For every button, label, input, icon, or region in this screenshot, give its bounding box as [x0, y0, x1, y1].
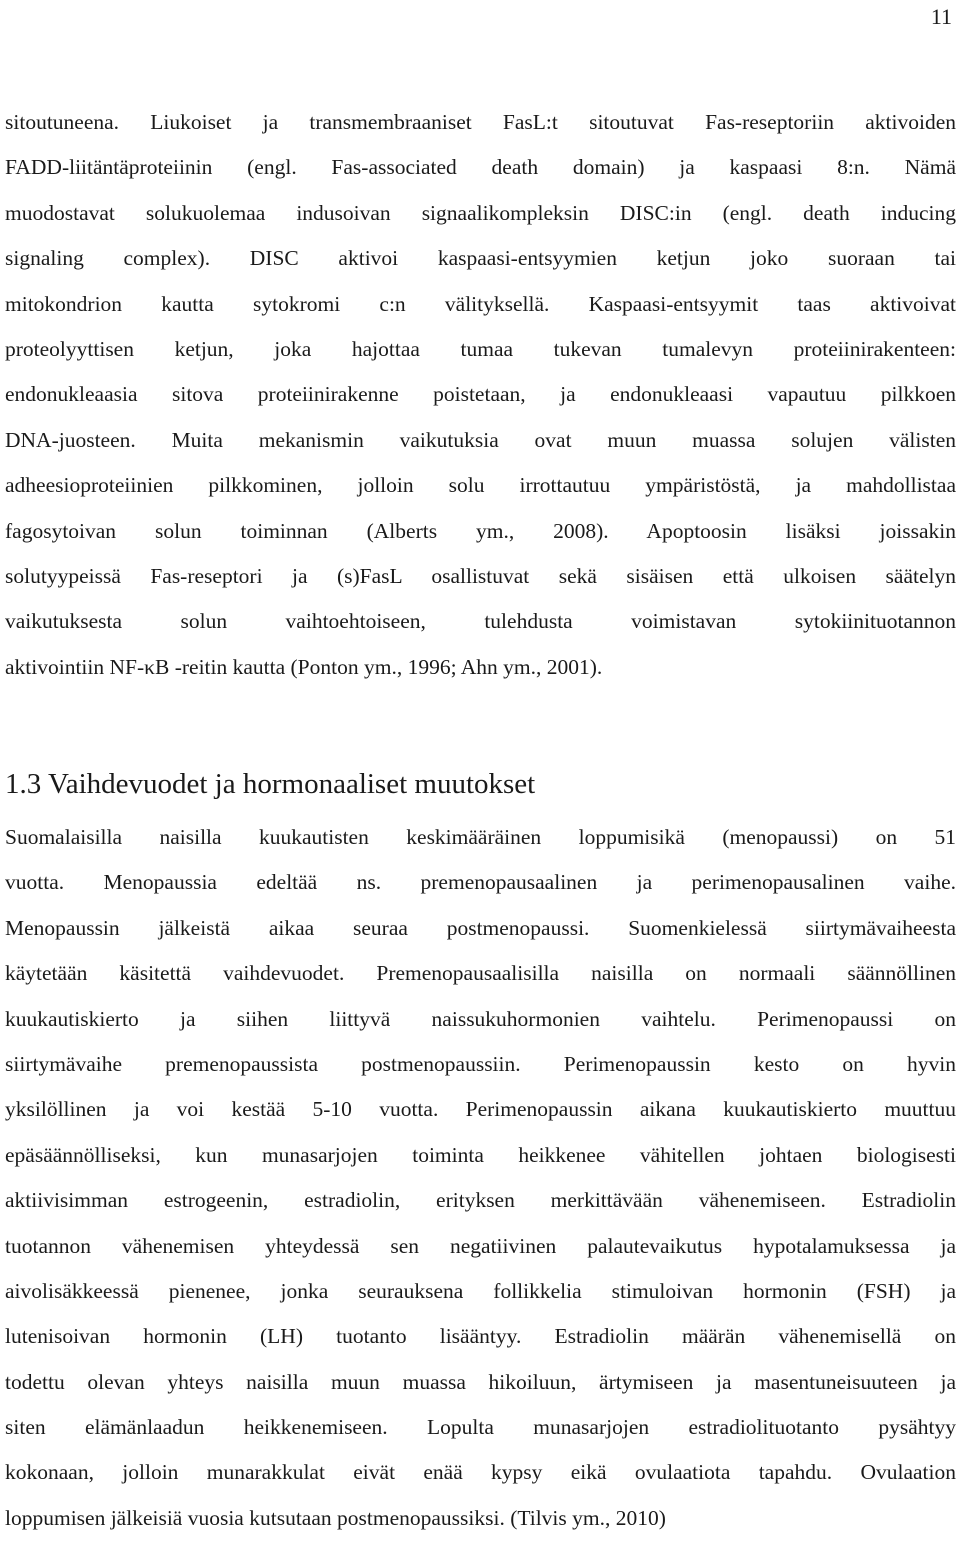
text-line: FADD-liitäntäproteiinin (engl. Fas-associated death domain) ja kaspaasi 8:n. Nämä — [5, 155, 956, 180]
text-line: kuukautiskierto ja siihen liittyvä naissukuhormonien vaihtelu. Perimenopaussi on — [5, 1006, 956, 1031]
text-line: solutyypeissä Fas-reseptori ja (s)FasL osallistuvat sekä sisäisen että ulkoisen säätelyn — [5, 563, 956, 588]
body-paragraph-menopause — [5, 815, 956, 1541]
text-line: aivolisäkkeessä pienenee, jonka seurauksena follikkelia stimuloivan hormonin (FSH) ja — [5, 1278, 956, 1303]
text-line: epäsäännölliseksi, kun munasarjojen toiminta heikkenee vähitellen johtaen biologisesti — [5, 1142, 956, 1167]
text-line: todettu olevan yhteys naisilla muun muassa hikoiluun, ärtymiseen ja masentuneisuuteen ja — [5, 1369, 956, 1394]
text-line: loppumisen jälkeisiä vuosia kutsutaan postmenopaussiksi. (Tilvis ym., 2010) — [5, 1505, 666, 1530]
text-line: mitokondrion kautta sytokromi c:n välityksellä. Kaspaasi-entsyymit taas aktivoivat — [5, 291, 956, 316]
text-line: Suomalaisilla naisilla kuukautisten keskimääräinen loppumisikä (menopaussi) on 51 — [5, 825, 956, 849]
body-paragraph-apoptosis — [5, 100, 956, 690]
text-line: käytetään käsitettä vaihdevuodet. Premenopausaalisilla naisilla on normaali säännöllinen — [5, 961, 956, 986]
text-line: tuotannon vähenemisen yhteydessä sen negatiivinen palautevaikutus hypotalamuksessa ja — [5, 1233, 956, 1258]
page-number: 11 — [930, 4, 952, 29]
text-line: proteolyyttisen ketjun, joka hajottaa tumaa tukevan tumalevyn proteiinirakenteen: — [5, 336, 956, 361]
text-line: siirtymävaihe premenopaussista postmenopaussiin. Perimenopaussin kesto on hyvin — [5, 1051, 956, 1076]
text-line: vuotta. Menopaussia edeltää ns. premenopausaalinen ja perimenopausalinen vaihe. — [5, 870, 956, 895]
text-line: muodostavat solukuolemaa indusoivan signaalikompleksin DISC:in (engl. death inducing — [5, 200, 956, 225]
text-line: vaikutuksesta solun vaihtoehtoiseen, tulehdusta voimistavan sytokiinituotannon — [5, 609, 956, 634]
text-line: kokonaan, jolloin munarakkulat eivät enää kypsy eikä ovulaatiota tapahdu. Ovulaation — [5, 1460, 956, 1485]
text-line: Menopaussin jälkeistä aikaa seuraa postmenopaussi. Suomenkielessä siirtymävaiheesta — [5, 915, 956, 940]
section-heading: 1.3 Vaihdevuodet ja hormonaaliset muutokset — [5, 768, 536, 800]
text-line: endonukleaasia sitova proteiinirakenne poistetaan, ja endonukleaasi vapautuu pilkkoen — [5, 382, 956, 407]
text-line: siten elämänlaadun heikkenemiseen. Lopulta munasarjojen estradiolituotanto pysähtyy — [5, 1415, 956, 1440]
text-line: aktivointiin NF-κB -reitin kautta (Ponton ym., 1996; Ahn ym., 2001). — [5, 654, 603, 679]
text-line: aktiivisimman estrogeenin, estradiolin, erityksen merkittävään vähenemiseen. Estradiolin — [5, 1188, 956, 1213]
text-line: signaling complex). DISC aktivoi kaspaasi-entsyymien ketjun joko suoraan tai — [5, 246, 956, 271]
text-line: fagosytoivan solun toiminnan (Alberts ym., 2008). Apoptoosin lisäksi joissakin — [5, 518, 956, 543]
text-line: adheesioproteiinien pilkkominen, jolloin solu irrottautuu ympäristöstä, ja mahdollistaa — [5, 473, 956, 498]
text-line: sitoutuneena. Liukoiset ja transmembraaniset FasL:t sitoutuvat Fas-reseptoriin aktivoiden — [5, 110, 956, 134]
text-line: DNA-juosteen. Muita mekanismin vaikutuksia ovat muun muassa solujen välisten — [5, 427, 956, 452]
text-line: lutenisoivan hormonin (LH) tuotanto lisääntyy. Estradiolin määrän vähenemisellä on — [5, 1324, 956, 1349]
text-line: yksilöllinen ja voi kestää 5-10 vuotta. Perimenopaussin aikana kuukautiskierto muuttuu — [5, 1097, 956, 1122]
